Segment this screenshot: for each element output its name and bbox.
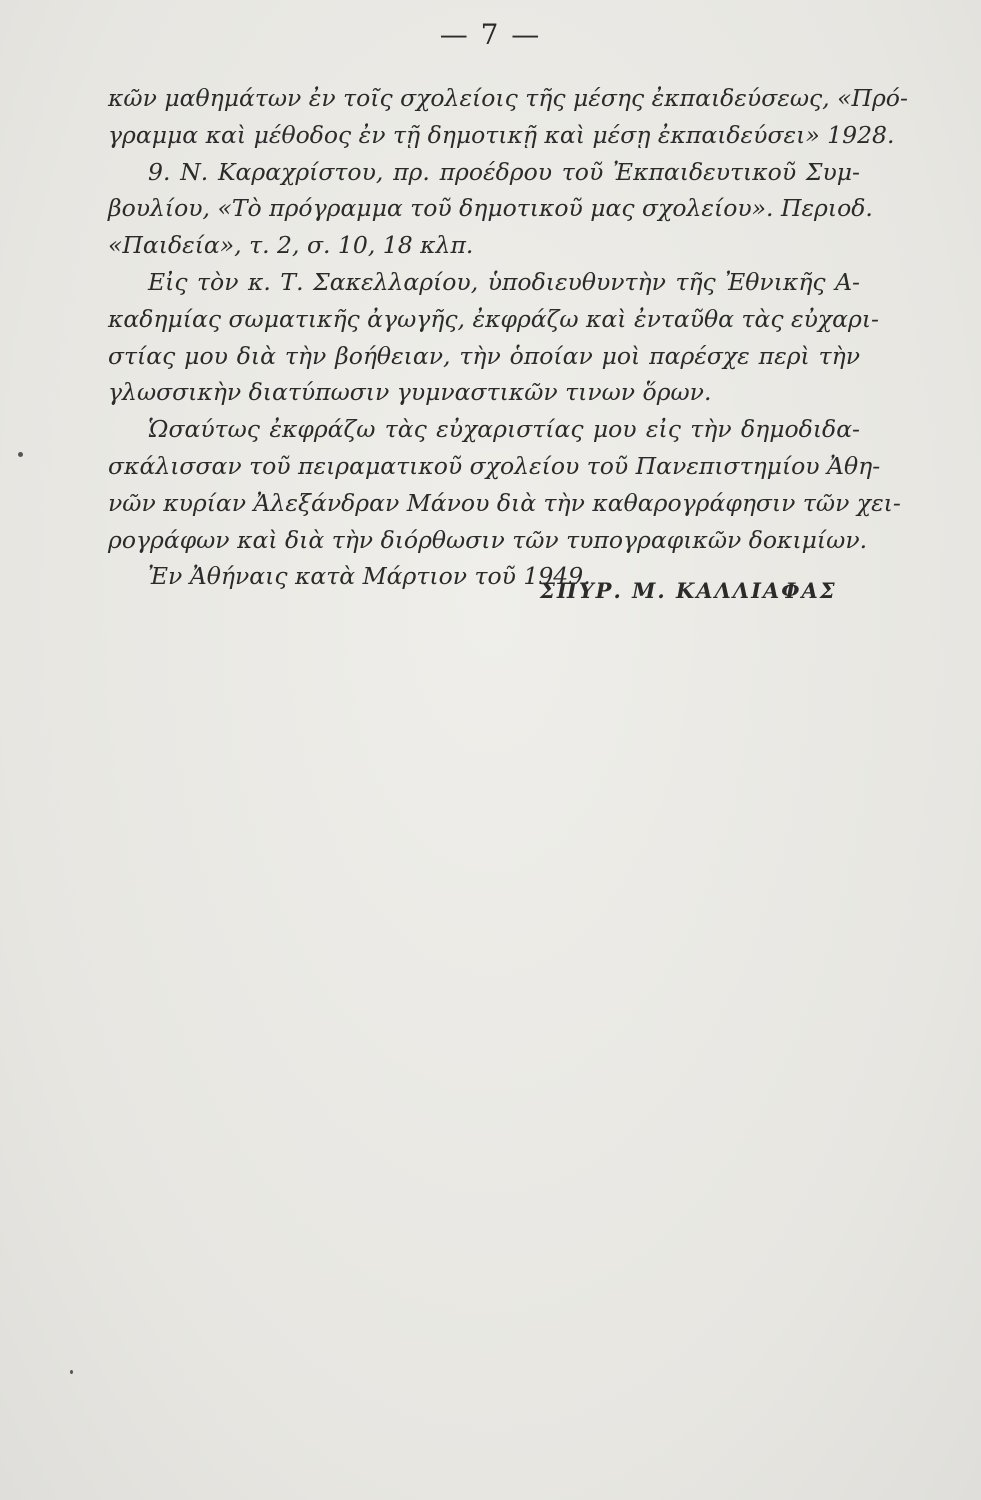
author-signature: ΣΠΥΡ. Μ. ΚΑΛΛΙΑΦΑΣ <box>540 578 837 603</box>
scan-speck <box>70 1370 73 1374</box>
text-line: κῶν μαθημάτων ἐν τοῖς σχολείοις τῆς μέσης ἐκπαιδεύσεως, «Πρό- <box>108 84 908 112</box>
text-line: γραμμα καὶ μέθοδος ἐν τῇ δημοτικῇ καὶ μέσῃ ἐκπαιδεύσει» 1928. <box>108 120 895 149</box>
text-line: «Παιδεία», τ. 2, σ. 10, 18 κλπ. <box>108 231 474 260</box>
text-line: Ἐν Ἀθήναις κατὰ Μάρτιον τοῦ 1949. <box>148 562 591 591</box>
scan-speck <box>18 452 23 457</box>
text-line: Ὡσαύτως ἐκφράζω τὰς εὐχαριστίας μου εἰς τὴν δημοδιδα- <box>148 415 860 444</box>
text-line: γλωσσικὴν διατύπωσιν γυμναστικῶν τινων ὅρων. <box>108 378 712 407</box>
text-line: βουλίου, «Τὸ πρόγραμμα τοῦ δημοτικοῦ μας σχολείου». Περιοδ. <box>108 194 873 223</box>
text-line: καδημίας σωματικῆς ἀγωγῆς, ἐκφράζω καὶ ἐνταῦθα τὰς εὐχαρι- <box>108 304 879 333</box>
text-line: ρογράφων καὶ διὰ τὴν διόρθωσιν τῶν τυπογραφικῶν δοκιμίων. <box>108 525 868 554</box>
text-line: στίας μου διὰ τὴν βοήθειαν, τὴν ὁποίαν μοὶ παρέσχε περὶ τὴν <box>108 341 860 370</box>
body-text <box>108 80 908 595</box>
page-number: — 7 — <box>439 18 542 51</box>
text-line: Εἰς τὸν κ. Τ. Σακελλαρίου, ὑποδιευθυντὴν τῆς Ἐθνικῆς Α- <box>148 267 860 296</box>
text-line: 9. Ν. Καραχρίστου, πρ. προέδρου τοῦ Ἐκπαιδευτικοῦ Συμ- <box>148 157 860 186</box>
text-line: σκάλισσαν τοῦ πειραματικοῦ σχολείου τοῦ Πανεπιστημίου Ἀθη- <box>108 451 881 480</box>
text-line: νῶν κυρίαν Ἀλεξάνδραν Μάνου διὰ τὴν καθαρογράφησιν τῶν χει- <box>108 488 901 517</box>
